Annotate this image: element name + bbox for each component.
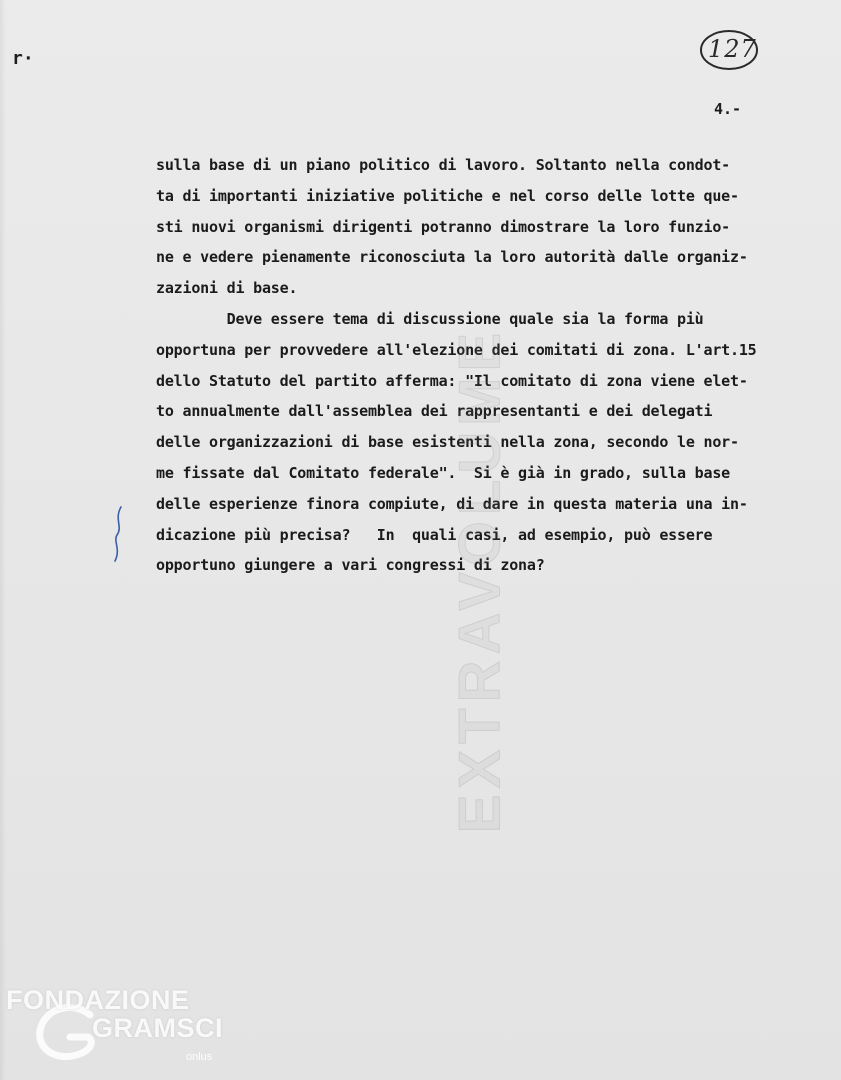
text-line: dello Statuto del partito afferma: "Il comitato di zona viene elet-	[156, 371, 748, 390]
text-line: sti nuovi organismi dirigenti potranno dimostrare la loro funzio-	[156, 217, 730, 236]
text-line: sulla base di un piano politico di lavoro. Soltanto nella condot-	[156, 156, 730, 174]
text-line: zazioni di base.	[156, 279, 298, 298]
text-line: Deve essere tema di discussione quale sia la forma più	[156, 309, 704, 328]
archive-number: 127	[708, 35, 757, 63]
page-edge-shadow	[0, 0, 6, 1080]
text-line: me fissate dal Comitato federale". Si è già in grado, sulla base	[156, 463, 730, 482]
watermark-text: EXTRAVOLUME	[447, 326, 513, 834]
corner-mark: r·	[12, 48, 34, 69]
archive-number-stamp	[698, 28, 760, 72]
text-line: opportuno giungere a vari congressi di zona?	[156, 556, 545, 575]
text-line: delle organizzazioni di base esistenti nella zona, secondo le nor-	[156, 433, 739, 452]
text-line: opportuna per provvedere all'elezione dei comitati di zona. L'art.15	[156, 340, 757, 359]
logo-line-2: GRAMSCI	[92, 1013, 223, 1043]
page-number: 4.-	[714, 100, 742, 118]
logo-tag: onlus	[186, 1051, 213, 1063]
text-line: ne e vedere pienamente riconosciuta la loro autorità dalle organiz-	[156, 248, 748, 267]
text-line: ta di importanti iniziative politiche e nel corso delle lotte que-	[156, 186, 739, 205]
watermark	[440, 290, 520, 870]
margin-annotation-icon	[111, 505, 125, 563]
text-line: delle esperienze finora compiute, di dare in questa materia una in-	[156, 494, 748, 513]
text-line: dicazione più precisa? In quali casi, ad esempio, può essere	[156, 525, 713, 544]
logo-line-1: FONDAZIONE	[6, 985, 190, 1015]
foundation-logo	[0, 985, 223, 1080]
text-line: to annualmente dall'assemblea dei rappresentanti e dei delegati	[156, 402, 713, 421]
